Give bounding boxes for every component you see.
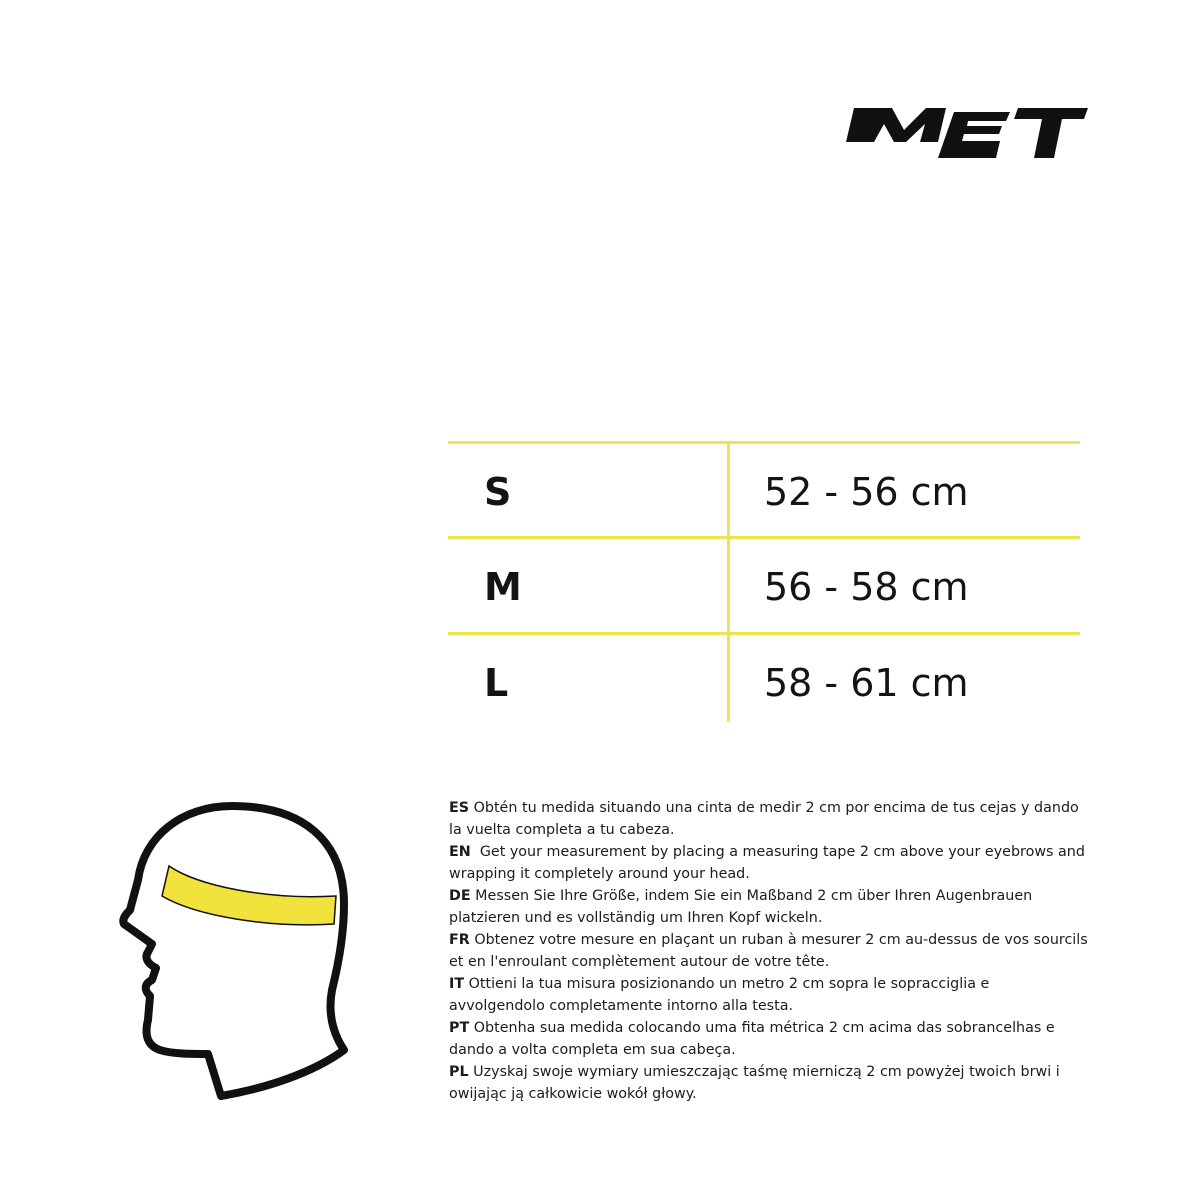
instruction-text: Ottieni la tua misura posizionando un metro 2 cm sopra le sopracciglia e avvolgendolo completamente intorno alla testa. — [449, 976, 990, 1014]
table-column-divider — [727, 441, 730, 722]
size-range: 52 - 56 cm — [764, 470, 969, 514]
language-code: IT — [449, 976, 465, 992]
table-row — [448, 444, 1080, 537]
size-range: 56 - 58 cm — [764, 565, 969, 609]
instruction-text: Obtenez votre mesure en plaçant un ruban à mesurer 2 cm au-dessus de vos sourcils et en l'enroulant complètement autour de votre tête. — [449, 932, 1088, 970]
instruction-text: Uzyskaj swoje wymiary umieszczając taśmę mierniczą 2 cm powyżej twoich brwi i owijając ją całkowicie wokół głowy. — [449, 1064, 1060, 1102]
instruction-pl — [449, 1061, 1089, 1105]
met-logo — [842, 104, 1090, 160]
instruction-es — [449, 797, 1089, 841]
instruction-de — [449, 885, 1089, 929]
size-label: S — [484, 470, 512, 514]
instruction-text: Obtén tu medida situando una cinta de medir 2 cm por encima de tus cejas y dando la vuelta completa a tu cabeza. — [449, 800, 1079, 838]
instruction-fr — [449, 929, 1089, 973]
language-code: ES — [449, 800, 470, 816]
language-code: EN — [449, 844, 471, 860]
language-code: FR — [449, 932, 470, 948]
language-code: PL — [449, 1064, 469, 1080]
instruction-text: Obtenha sua medida colocando uma fita métrica 2 cm acima das sobrancelhas e dando a volta completa em sua cabeça. — [449, 1020, 1055, 1058]
head-measuring-tape-icon — [118, 800, 358, 1102]
instruction-text: Messen Sie Ihre Größe, indem Sie ein Maßband 2 cm über Ihren Augenbrauen platzieren und es vollständig um Ihren Kopf wickeln. — [449, 888, 1033, 926]
table-row — [448, 539, 1080, 632]
language-code: PT — [449, 1020, 470, 1036]
met-logo-mark — [842, 104, 1090, 160]
head-outline-icon — [118, 800, 358, 1102]
instruction-text: Get your measurement by placing a measuring tape 2 cm above your eyebrows and wrapping it completely around your head. — [449, 844, 1090, 882]
instruction-en — [449, 841, 1089, 885]
size-label: M — [484, 565, 522, 609]
size-chart-table — [448, 441, 1080, 723]
instruction-pt — [449, 1017, 1089, 1061]
table-row — [448, 635, 1080, 728]
language-code: DE — [449, 888, 471, 904]
size-range: 58 - 61 cm — [764, 661, 969, 705]
measurement-instructions — [449, 797, 1089, 1105]
size-label: L — [484, 661, 509, 705]
instruction-it — [449, 973, 1089, 1017]
measuring-tape-icon — [162, 866, 336, 925]
